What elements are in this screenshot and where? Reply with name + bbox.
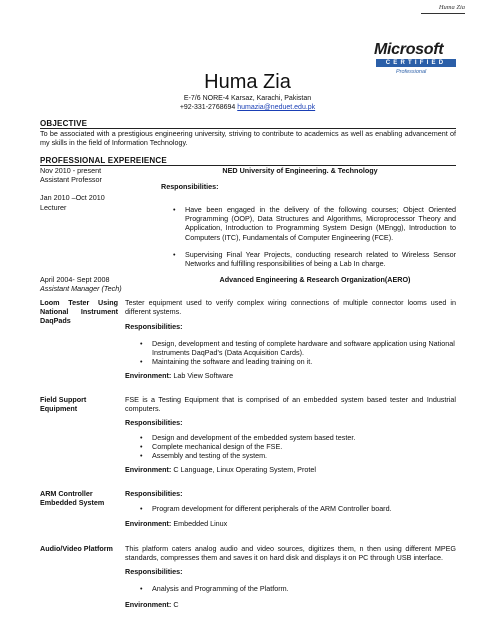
ned-period-1: Nov 2010 - present <box>40 166 102 175</box>
email-link[interactable]: humazia@neduet.edu.pk <box>237 104 316 112</box>
environment-value: Lab View Software <box>173 371 234 380</box>
project-responsibilities-list <box>140 584 456 593</box>
aero-period: April 2004- Sept 2008 <box>40 275 110 284</box>
contact-block <box>0 94 495 113</box>
aero-role: Assistant Manager (Tech) <box>40 284 122 294</box>
logo-certified: CERTIFIED <box>376 59 456 67</box>
project-environment <box>125 465 316 474</box>
ned-period-2: Jan 2010 –Oct 2010 <box>40 193 105 203</box>
environment-label: Environment: <box>125 465 172 474</box>
project-bullet: • Program development for different peripherals of the ARM Controller board. <box>140 504 456 513</box>
project-responsibilities-label: Responsibilities: <box>125 567 183 576</box>
running-header-name: Huma Zia <box>421 4 465 14</box>
ned-bullet: • Supervising Final Year Projects, conducting research related to Wireless Sensor Networks and fulfilling responsibilities of being a Lab In charge. <box>173 250 456 268</box>
project-responsibilities-list <box>140 339 456 367</box>
project-bullet: • Maintaining the software and leading training on it. <box>140 357 456 366</box>
project-environment <box>125 600 179 609</box>
project-responsibilities-list <box>140 504 456 513</box>
person-name: Huma Zia <box>204 71 291 93</box>
environment-value: Embedded Linux <box>173 519 228 528</box>
logo-professional: Professional <box>396 69 427 75</box>
project-responsibilities-label: Responsibilities: <box>125 489 183 498</box>
project-bullet: • Design and development of the embedded system based tester. <box>140 433 456 442</box>
project-responsibilities-list <box>140 433 456 461</box>
project-responsibilities-label: Responsibilities: <box>125 418 183 427</box>
project-name: Field Support Equipment <box>40 395 87 414</box>
project-responsibilities-label: Responsibilities: <box>125 322 183 331</box>
project-description: Tester equipment used to verify complex wiring connections of multiple connector looms used in different systems. <box>125 298 456 317</box>
phone: +92-331-2768694 <box>179 104 236 112</box>
ned-responsibilities-label: Responsibilities: <box>161 182 219 191</box>
project-bullet: • Analysis and Programming of the Platform. <box>140 584 456 593</box>
objective-heading: OBJECTIVE <box>40 119 88 128</box>
environment-label: Environment: <box>125 519 172 528</box>
logo-brand: Microsoft <box>374 41 444 58</box>
ned-role-2: Lecturer <box>40 202 67 212</box>
project-bullet: • Assembly and testing of the system. <box>140 451 456 460</box>
ned-responsibilities-list <box>173 205 456 268</box>
ned-role-1: Assistant Professor <box>40 175 102 185</box>
project-name: ARM Controller Embedded System <box>40 489 105 508</box>
environment-label: Environment: <box>125 371 172 380</box>
objective-text: To be associated with a prestigious engineering university, striving to contribute to academics as well as enabling advancement of my skills in the field of Information Technology. <box>40 129 456 148</box>
address: E-7/6 NORE-4 Karsaz, Karachi, Pakistan <box>183 95 312 102</box>
project-description: This platform caters analog audio and video sources, digitizes them, n then using different MPEG standards, compresses them and saves it on hard disk and displays it on PC through USB interface. <box>125 544 456 563</box>
aero-dates <box>40 275 170 293</box>
experience-heading: PROFESSIONAL EXPEREIENCE <box>40 156 167 165</box>
ned-bullet: • Have been engaged in the delivery of the following courses; Object Oriented Programming (OOP), Data Structures and Algorithms, Microprocessor Theory and Application, Introduction to Programming System Design (MEngg), Introduction to Computers (ITC), Fundamentals of Computer Engineering (FCE). <box>173 205 456 242</box>
project-description: FSE is a Testing Equipment that is comprised of an embedded system based tester and Industrial computers. <box>125 395 456 414</box>
project-name: Audio/Video Platform <box>40 544 113 553</box>
phone-email-line <box>0 103 495 112</box>
project-bullet: • Design, development and testing of complete hardware and software application using National Instruments DaqPad's (Data Acquisition Cards). <box>140 339 456 357</box>
ned-organization: NED University of Engineering. & Technology <box>222 166 378 175</box>
environment-value: C Language, Linux Operating System, Protel <box>173 465 316 474</box>
aero-organization: Advanced Engineering & Research Organization(AERO) <box>219 275 411 284</box>
project-name: Loom Tester Using National Instrument DaqPads <box>40 298 118 326</box>
project-environment <box>125 519 227 528</box>
environment-label: Environment: <box>125 600 172 609</box>
project-environment <box>125 371 233 380</box>
environment-value: C <box>173 600 179 609</box>
ned-dates <box>40 166 150 212</box>
project-bullet: • Complete mechanical design of the FSE. <box>140 442 456 451</box>
